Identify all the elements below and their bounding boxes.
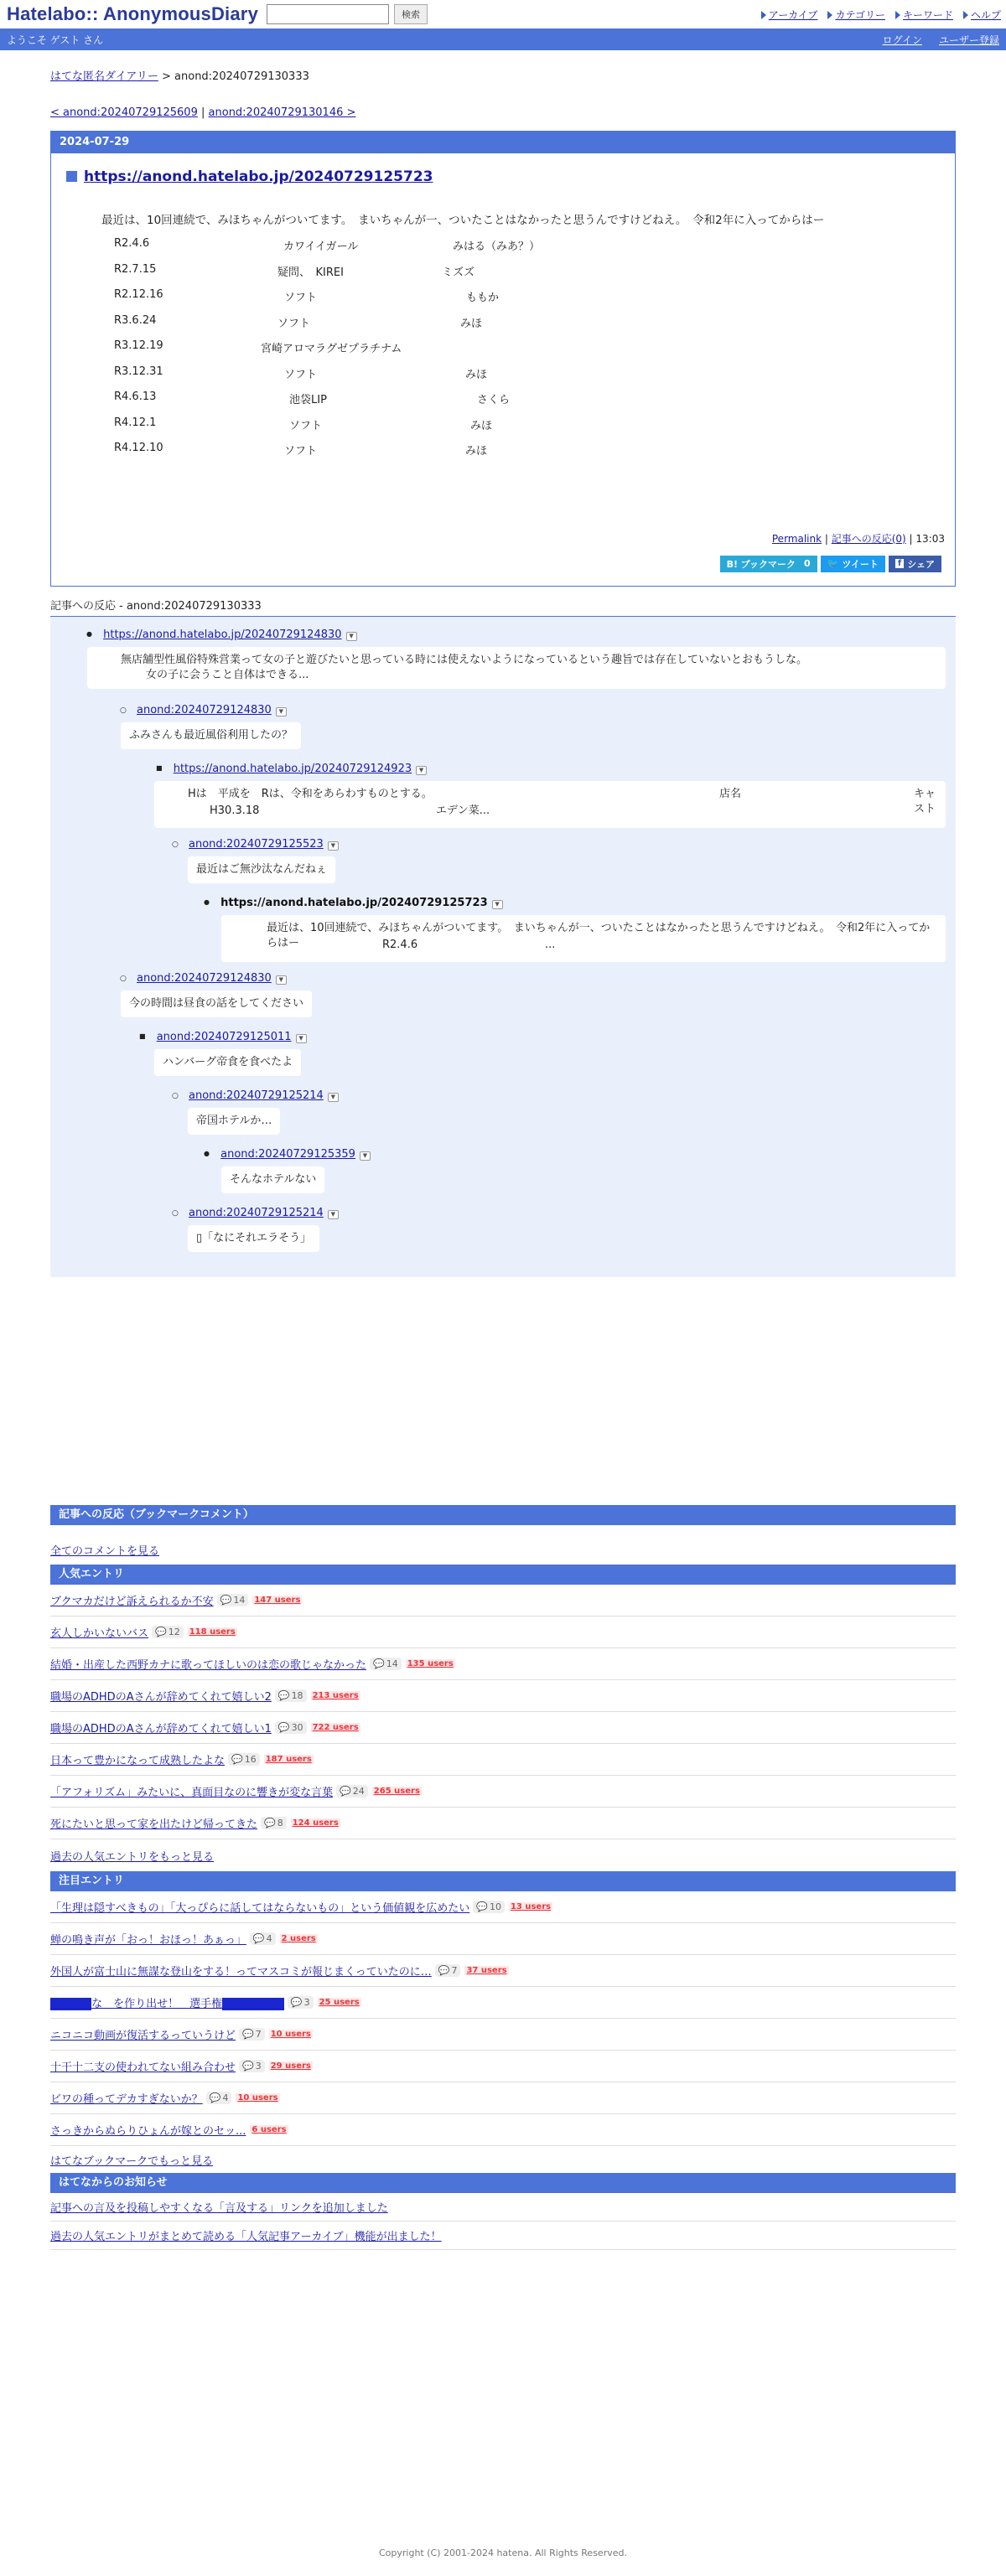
comment-count: 3 bbox=[255, 2061, 262, 2072]
row-date: R2.7.15 bbox=[114, 262, 157, 276]
dropdown-icon[interactable]: ▼ bbox=[328, 1093, 339, 1102]
sidebar-sections bbox=[50, 1505, 956, 2250]
reaction-link[interactable]: anond:20240729124830 bbox=[137, 703, 272, 716]
entry-row bbox=[51, 365, 955, 391]
notable-entry bbox=[50, 2114, 956, 2146]
news-link[interactable]: 記事への言及を投稿しやすくなる「言及する」リンクを追加しました bbox=[50, 2202, 388, 2215]
news-item bbox=[50, 2222, 956, 2250]
entry-link[interactable]: 「生理は隠すべきもの」「大っぴらに話してはならないもの」という価値観を広めたい bbox=[50, 1902, 470, 1915]
reaction-body-col: 店名 bbox=[719, 787, 742, 800]
hatena-bookmark-button[interactable] bbox=[720, 556, 817, 572]
prevnext-sep: | bbox=[201, 106, 205, 119]
entry-row bbox=[51, 339, 955, 365]
nav-help-link[interactable]: ヘルプ bbox=[970, 9, 1001, 21]
dropdown-icon[interactable]: ▼ bbox=[492, 900, 503, 909]
row-shop: 池袋LIP bbox=[289, 394, 327, 406]
reaction-item bbox=[120, 704, 287, 716]
entry-title-link[interactable]: https://anond.hatelabo.jp/20240729125723 bbox=[84, 168, 433, 185]
entry-row bbox=[51, 442, 955, 468]
popular-entry bbox=[50, 1680, 956, 1712]
reaction-link[interactable]: anond:20240729125359 bbox=[220, 1147, 355, 1161]
notable-entry bbox=[50, 1987, 956, 2019]
breadcrumb-sep: > bbox=[161, 70, 171, 83]
user-bar bbox=[0, 28, 1006, 50]
reaction-item bbox=[139, 1031, 307, 1043]
comment-icon: 💬 bbox=[438, 1965, 450, 1976]
comment-icon: 💬 bbox=[277, 1722, 290, 1733]
popular-entry bbox=[50, 1776, 956, 1808]
reaction-body-col: R2.4.6 bbox=[382, 938, 418, 951]
reaction-body-col: ... bbox=[545, 938, 556, 951]
comment-count: 14 bbox=[233, 1595, 246, 1606]
comment-count: 8 bbox=[277, 1818, 283, 1829]
news-link[interactable]: 過去の人気エントリがまとめて読める「人気記事アーカイブ」機能が出ました！ bbox=[50, 2231, 442, 2243]
users-badge[interactable]: 187 users bbox=[265, 1755, 312, 1764]
row-date: R4.12.10 bbox=[114, 442, 163, 454]
comment-bubble[interactable] bbox=[250, 1932, 276, 1945]
row-date: R3.12.19 bbox=[114, 339, 163, 352]
triangle-icon bbox=[963, 11, 968, 19]
breadcrumb-home[interactable]: はてな匿名ダイアリー bbox=[50, 70, 158, 83]
reaction-body-line: 最近は、10回連続で、みほちゃんがついてます。 まいちゃんが一、ついたことはなかったと思うんですけどねえ。 令和2年に入ってからはー bbox=[267, 921, 931, 949]
popular-heading: 人気エントリ bbox=[50, 1565, 956, 1585]
entry-link[interactable]: ブクマカだけど訴えられるか不安 bbox=[50, 1596, 214, 1608]
entry-link[interactable]: ニコニコ動画が復活するっていうけど bbox=[50, 2030, 236, 2042]
row-shop: ソフト bbox=[284, 368, 318, 381]
entry-lead: 最近は、10回連続で、みほちゃんがついてます。 まいちゃんが一、ついたことはなかったと思うんですけどねえ。 令和2年に入ってからはー bbox=[101, 214, 825, 227]
dropdown-icon[interactable]: ▼ bbox=[328, 841, 339, 851]
twitter-bird-icon: 🐦 bbox=[827, 558, 839, 569]
comment-bubble[interactable] bbox=[435, 1964, 461, 1977]
popular-entry bbox=[50, 1744, 956, 1776]
reaction-body bbox=[221, 915, 946, 962]
row-cast: みほ bbox=[465, 368, 488, 381]
nav-keyword-link[interactable]: キーワード bbox=[902, 9, 953, 21]
notable-more-row bbox=[50, 2146, 956, 2173]
row-shop: 疑問、 KIREI bbox=[277, 266, 344, 279]
reaction-link[interactable]: https://anond.hatelabo.jp/20240729124830 bbox=[103, 628, 342, 641]
entry-link[interactable]: 職場のADHDのAさんが辞めてくれて嬉しい2 bbox=[50, 1691, 272, 1704]
users-badge[interactable]: 124 users bbox=[292, 1818, 339, 1828]
news-item bbox=[50, 2193, 956, 2222]
notable-heading: 注目エントリ bbox=[50, 1871, 956, 1891]
entry-link-text: な を作り出せ！ 選手権 bbox=[91, 1998, 223, 2010]
reaction-item bbox=[86, 628, 357, 641]
entry-link[interactable]: 職場のADHDのAさんが辞めてくれて嬉しい1 bbox=[50, 1723, 272, 1735]
comment-count: 18 bbox=[291, 1690, 303, 1701]
comment-bubble[interactable] bbox=[206, 2092, 232, 2104]
notable-entry bbox=[50, 1955, 956, 1987]
row-cast: みほ bbox=[470, 419, 493, 432]
reaction-item bbox=[204, 1148, 371, 1161]
reaction-item bbox=[172, 838, 339, 851]
row-date: R2.12.16 bbox=[114, 288, 163, 301]
comment-bubble[interactable] bbox=[336, 1785, 368, 1798]
reaction-body-line: H30.3.18 bbox=[210, 804, 260, 817]
row-shop: 宮崎アロマラグゼプラチナム bbox=[261, 343, 402, 355]
nav-help[interactable] bbox=[963, 8, 1001, 22]
top-nav bbox=[761, 8, 1001, 22]
breadcrumb-current: anond:20240729130333 bbox=[174, 70, 309, 83]
footer-copyright: Copyright (C) 2001-2024 hatena. All Rights Reserved. bbox=[379, 2548, 627, 2558]
reaction-body-line: Hは 平成を Rは、令和をあらわすものとする。 bbox=[188, 787, 433, 800]
users-badge[interactable]: 10 users bbox=[270, 2030, 311, 2039]
popular-entry bbox=[50, 1585, 956, 1616]
entry-title bbox=[51, 153, 955, 185]
comment-bubble[interactable] bbox=[275, 1689, 307, 1702]
nav-category-link[interactable]: カテゴリー bbox=[835, 9, 885, 21]
reaction-item bbox=[204, 897, 503, 909]
comment-icon: 💬 bbox=[476, 1901, 488, 1912]
comment-count: 4 bbox=[266, 1933, 272, 1944]
main-content bbox=[50, 67, 956, 1277]
facebook-icon: f bbox=[895, 559, 904, 568]
dropdown-icon[interactable]: ▼ bbox=[276, 707, 287, 716]
row-date: R4.12.1 bbox=[114, 416, 157, 429]
comment-icon: 💬 bbox=[231, 1754, 243, 1765]
comment-count: 30 bbox=[291, 1722, 303, 1733]
reaction-item bbox=[172, 1089, 339, 1102]
users-badge[interactable]: 135 users bbox=[407, 1659, 454, 1668]
notable-entry bbox=[50, 1891, 956, 1923]
users-badge[interactable]: 265 users bbox=[373, 1787, 420, 1796]
notable-entry bbox=[50, 2082, 956, 2114]
redacted-block: ■■■■■■ bbox=[222, 1998, 284, 2010]
comment-count: 7 bbox=[255, 2029, 262, 2040]
comment-count: 7 bbox=[451, 1965, 458, 1976]
comment-bubble[interactable] bbox=[473, 1901, 505, 1913]
reaction-item bbox=[172, 1207, 339, 1219]
entry-row bbox=[51, 263, 955, 289]
entry-link[interactable]: 蝉の鳴き声が「おっ！おほっ！あぁっ」 bbox=[50, 1934, 246, 1947]
users-badge[interactable]: 722 users bbox=[312, 1723, 359, 1732]
users-badge[interactable]: 147 users bbox=[254, 1596, 301, 1605]
notable-list bbox=[50, 1891, 956, 2173]
nav-archive[interactable] bbox=[761, 8, 818, 22]
entry-link[interactable]: 死にたいと思って家を出たけど帰ってきた bbox=[50, 1818, 258, 1831]
comment-bubble[interactable] bbox=[228, 1753, 260, 1766]
row-shop: カワイイガール bbox=[283, 241, 359, 253]
reaction-body bbox=[154, 781, 946, 828]
comment-count: 3 bbox=[303, 1997, 310, 2008]
reaction-link[interactable]: anond:20240729124830 bbox=[137, 971, 272, 985]
comment-bubble[interactable] bbox=[370, 1658, 402, 1670]
comment-bubble[interactable] bbox=[239, 2060, 265, 2072]
comment-bubble[interactable] bbox=[275, 1721, 307, 1734]
reactions-heading: 記事への反応 - anond:20240729130333 bbox=[50, 597, 956, 617]
comment-count: 4 bbox=[222, 2092, 229, 2103]
permalink[interactable]: Permalink bbox=[771, 532, 822, 545]
row-shop: ソフト bbox=[289, 419, 323, 432]
prev-entry-link[interactable]: < anond:20240729125609 bbox=[50, 106, 198, 119]
popular-entry bbox=[50, 1648, 956, 1680]
comment-icon: 💬 bbox=[290, 1997, 303, 2008]
share-label: シェア bbox=[907, 558, 935, 570]
comment-icon: 💬 bbox=[209, 2092, 221, 2103]
dropdown-icon[interactable]: ▼ bbox=[296, 1034, 307, 1043]
entry-meta: Permalink | 記事への反応(0) | 13:03 bbox=[771, 532, 945, 545]
reaction-title: https://anond.hatelabo.jp/20240729125723 bbox=[220, 896, 488, 909]
row-shop: ソフト bbox=[284, 292, 318, 304]
row-date: R4.6.13 bbox=[114, 391, 157, 403]
reaction-body: ふみさんも最近風俗利用したの？ bbox=[121, 722, 301, 749]
reaction-link[interactable]: anond:20240729125523 bbox=[189, 837, 324, 851]
entry-link[interactable]: 十干十二支の使われてない組み合わせ bbox=[50, 2061, 236, 2074]
reaction-link[interactable]: anond:20240729125214 bbox=[189, 1089, 324, 1102]
reaction-body-line: 無店舗型性風俗特殊営業って女の子と遊びたいと思っている時には使えないようになっているという趣旨では存在していないとおもうしな。 bbox=[121, 653, 808, 666]
tweet-label: ツイート bbox=[842, 558, 879, 570]
entry-rows bbox=[51, 237, 955, 468]
users-badge[interactable]: 118 users bbox=[189, 1627, 236, 1637]
reaction-body bbox=[188, 1225, 319, 1252]
search-button[interactable]: 検索 bbox=[394, 4, 428, 24]
entry-link[interactable]: 結婚・出産した西野カナに歌ってほしいのは恋の歌じゃなかった bbox=[50, 1659, 367, 1672]
popular-entry bbox=[50, 1712, 956, 1744]
comment-icon: 💬 bbox=[252, 1933, 265, 1944]
row-cast: ミズズ bbox=[442, 266, 475, 279]
reaction-body: そんなホテルない bbox=[221, 1166, 324, 1193]
comment-icon: 💬 bbox=[155, 1627, 167, 1637]
entry-row bbox=[51, 237, 955, 263]
entry-row bbox=[51, 391, 955, 416]
users-badge[interactable]: 37 users bbox=[466, 1966, 507, 1975]
welcome-text: ようこそ ゲスト さん bbox=[7, 34, 104, 46]
entry-link[interactable] bbox=[50, 1994, 284, 2010]
dropdown-icon[interactable]: ▼ bbox=[360, 1151, 371, 1161]
popular-list bbox=[50, 1585, 956, 1871]
entry-row bbox=[51, 416, 955, 442]
notable-entry bbox=[50, 2019, 956, 2051]
login-link[interactable]: ログイン bbox=[882, 34, 922, 46]
dropdown-icon[interactable]: ▼ bbox=[276, 975, 287, 985]
entry-row bbox=[51, 288, 955, 314]
nav-archive-link[interactable]: アーカイブ bbox=[768, 9, 818, 21]
bookmark-label: B! ブックマーク bbox=[726, 558, 796, 570]
users-badge[interactable]: 25 users bbox=[319, 1998, 360, 2007]
users-badge[interactable]: 13 users bbox=[510, 1902, 552, 1911]
bookmark-comments-heading: 記事への反応（ブックマークコメント） bbox=[50, 1505, 956, 1525]
reaction-body-col: キャスト bbox=[914, 787, 936, 815]
bookmark-count: 0 bbox=[804, 558, 811, 569]
users-badge[interactable]: 2 users bbox=[281, 1934, 316, 1943]
notable-more-link[interactable]: はてなブックマークでもっと見る bbox=[50, 2154, 214, 2168]
site-logo[interactable]: Hatelabo:: AnonymousDiary bbox=[7, 3, 259, 24]
triangle-icon bbox=[827, 11, 832, 19]
users-badge[interactable]: 29 users bbox=[270, 2061, 311, 2071]
row-date: R2.4.6 bbox=[114, 237, 150, 250]
comment-count: 16 bbox=[244, 1754, 257, 1765]
entry-link[interactable]: 「アフォリズム」みたいに、真面目なのに響きが変な言葉 bbox=[50, 1787, 334, 1799]
row-cast: さくら bbox=[477, 394, 511, 406]
reactions-link[interactable]: 記事への反応(0) bbox=[831, 532, 906, 545]
entry-link[interactable]: さっきからぬらりひょんが嫁とのセッ... bbox=[50, 2125, 246, 2138]
row-date: R3.12.31 bbox=[114, 365, 163, 378]
nav-category[interactable] bbox=[827, 8, 885, 22]
comment-count: 14 bbox=[386, 1658, 398, 1669]
notable-entry bbox=[50, 2051, 956, 2082]
redacted-block: ■■■■ bbox=[50, 1998, 92, 2010]
entry-date: 2024-07-29 bbox=[51, 132, 955, 153]
reaction-link[interactable]: anond:20240729125214 bbox=[189, 1206, 324, 1219]
entry-row bbox=[51, 314, 955, 340]
comment-bubble[interactable] bbox=[152, 1626, 184, 1638]
comment-count: 12 bbox=[168, 1627, 180, 1637]
site-header bbox=[0, 0, 1006, 28]
row-cast: みほ bbox=[460, 317, 483, 330]
nav-keyword[interactable] bbox=[895, 8, 953, 22]
reaction-body bbox=[87, 647, 946, 689]
entry-link[interactable]: 外国人が富士山に無謀な登山をする！ってマスコミが報じまくっていたのに… bbox=[50, 1966, 432, 1979]
dropdown-icon[interactable]: ▼ bbox=[346, 632, 357, 641]
reaction-body: 今の時間は昼食の話をしてください bbox=[121, 991, 312, 1017]
all-comments-link[interactable]: 全てのコメントを見る bbox=[50, 1545, 160, 1558]
users-badge[interactable]: 213 users bbox=[312, 1691, 359, 1700]
reaction-body-text: 「なにそれエラそう」 bbox=[202, 1231, 312, 1244]
reaction-body: 帝国ホテルか… bbox=[188, 1108, 280, 1135]
comment-bubble[interactable] bbox=[261, 1817, 287, 1829]
reaction-item bbox=[156, 763, 427, 775]
search-input[interactable] bbox=[267, 4, 389, 24]
popular-more-row bbox=[50, 1839, 956, 1871]
dropdown-icon[interactable]: ▼ bbox=[328, 1210, 339, 1219]
popular-more-link[interactable]: 過去の人気エントリをもっと見る bbox=[50, 1850, 215, 1864]
square-icon bbox=[66, 171, 77, 182]
comment-icon: 💬 bbox=[242, 2061, 254, 2072]
triangle-icon bbox=[761, 11, 766, 19]
comment-count: 24 bbox=[352, 1786, 365, 1797]
comment-icon: 💬 bbox=[264, 1818, 276, 1829]
users-badge[interactable]: 6 users bbox=[252, 2125, 287, 2134]
row-shop: ソフト bbox=[277, 317, 311, 330]
comment-bubble[interactable] bbox=[239, 2028, 265, 2041]
reaction-body-col: エデン菜... bbox=[436, 804, 490, 817]
comment-bubble[interactable] bbox=[288, 1996, 314, 2009]
row-cast: みほ bbox=[465, 445, 488, 458]
notable-entry bbox=[50, 1923, 956, 1955]
reaction-body-line: 女の子に会うこと自体はできる... bbox=[146, 668, 309, 681]
reaction-body: ハンバーグ帝食を食べたよ bbox=[154, 1049, 301, 1076]
share-row bbox=[51, 546, 955, 586]
comment-icon: 💬 bbox=[277, 1690, 290, 1701]
reaction-item bbox=[120, 972, 287, 985]
row-cast: みはる（みあ？） bbox=[453, 241, 541, 253]
entry-link[interactable]: 日本って豊かになって成熟したよな bbox=[50, 1755, 226, 1767]
users-badge[interactable]: 10 users bbox=[237, 2093, 278, 2103]
dropdown-icon[interactable]: ▼ bbox=[416, 766, 427, 775]
square-glyph-icon: ▯ bbox=[196, 1231, 203, 1244]
reaction-body: 最近はご無沙汰なんだねぇ bbox=[188, 856, 335, 883]
popular-entry bbox=[50, 1808, 956, 1839]
row-cast: ももか bbox=[466, 292, 500, 304]
comment-icon: 💬 bbox=[340, 1786, 351, 1797]
entry-link[interactable]: 玄人しかいないバス bbox=[50, 1627, 149, 1640]
entry-box bbox=[50, 131, 956, 587]
row-date: R3.6.24 bbox=[114, 313, 157, 327]
comment-icon: 💬 bbox=[220, 1595, 232, 1606]
prev-next-nav bbox=[50, 106, 956, 119]
facebook-share-button[interactable] bbox=[889, 556, 941, 572]
row-shop: ソフト bbox=[284, 445, 318, 458]
entry-link[interactable]: ビワの種ってデカすぎないか？ bbox=[50, 2093, 203, 2106]
comment-icon: 💬 bbox=[373, 1658, 385, 1669]
reaction-link[interactable]: anond:20240729125011 bbox=[156, 1030, 292, 1043]
comment-icon: 💬 bbox=[242, 2029, 254, 2040]
breadcrumb bbox=[50, 67, 956, 83]
register-link[interactable]: ユーザー登録 bbox=[938, 34, 999, 46]
comment-count: 10 bbox=[489, 1901, 501, 1912]
triangle-icon bbox=[895, 11, 900, 19]
next-entry-link[interactable]: anond:20240729130146 > bbox=[208, 106, 356, 119]
comment-bubble[interactable] bbox=[217, 1594, 249, 1606]
entry-time: 13:03 bbox=[915, 532, 945, 545]
reactions-tree bbox=[50, 617, 956, 1277]
news-heading: はてなからのお知らせ bbox=[50, 2173, 956, 2193]
popular-entry bbox=[50, 1616, 956, 1648]
reaction-link[interactable]: https://anond.hatelabo.jp/20240729124923 bbox=[173, 762, 412, 775]
tweet-button[interactable] bbox=[821, 556, 885, 572]
